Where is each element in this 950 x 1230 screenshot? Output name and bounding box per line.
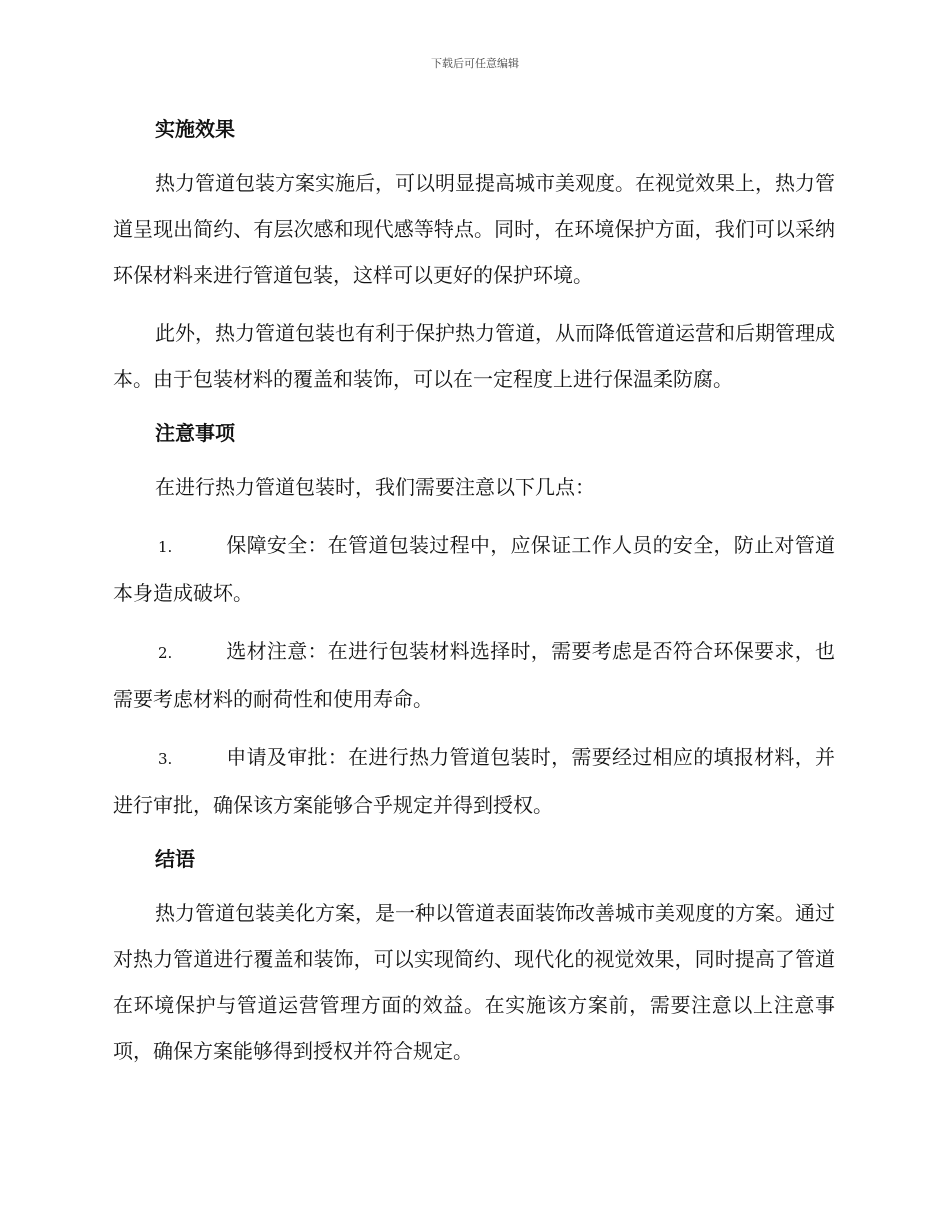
list-item [113,734,835,828]
page-header: 下载后可任意编辑 [431,57,519,70]
paragraph: 热力管道包装美化方案，是一种以管道表面装饰改善城市美观度的方案。通过对热力管道进行覆盖和装饰，可以实现简约、现代化的视觉效果，同时提高了管道在环境保护与管道运营管理方面的效益。在实施该方案前，需要注意以上注意事项，确保方案能够得到授权并符合规定。 [113,901,835,1063]
section-heading-effect: 实施效果 [155,117,235,141]
list-item-number: 3. [158,750,173,768]
list-item-text: 选材注意：在进行包装材料选择时，需要考虑是否符合环保要求，也需要考虑材料的耐荷性和使用寿命。 [113,639,835,711]
paragraph: 热力管道包装方案实施后，可以明显提高城市美观度。在视觉效果上，热力管道呈现出简约、有层次感和现代感等特点。同时，在环境保护方面，我们可以采纳环保材料来进行管道包装，这样可以更好的保护环境。 [113,171,835,287]
list-item-text: 保障安全：在管道包装过程中，应保证工作人员的安全，防止对管道本身造成破坏。 [113,533,835,605]
document-body [113,110,835,1086]
list-item-number: 1. [158,538,173,556]
list-item-number: 2. [158,644,173,662]
paragraph: 在进行热力管道包装时，我们需要注意以下几点： [155,475,595,499]
list-item [113,628,835,722]
paragraph: 此外，热力管道包装也有利于保护热力管道，从而降低管道运营和后期管理成本。由于包装材料的覆盖和装饰，可以在一定程度上进行保温柔防腐。 [113,321,835,391]
section-heading-notes: 注意事项 [155,421,235,445]
section-heading-conclusion: 结语 [155,847,195,871]
list-item-text: 申请及审批：在进行热力管道包装时，需要经过相应的填报材料，并进行审批，确保该方案能够合乎规定并得到授权。 [113,745,835,817]
list-item [113,522,835,616]
